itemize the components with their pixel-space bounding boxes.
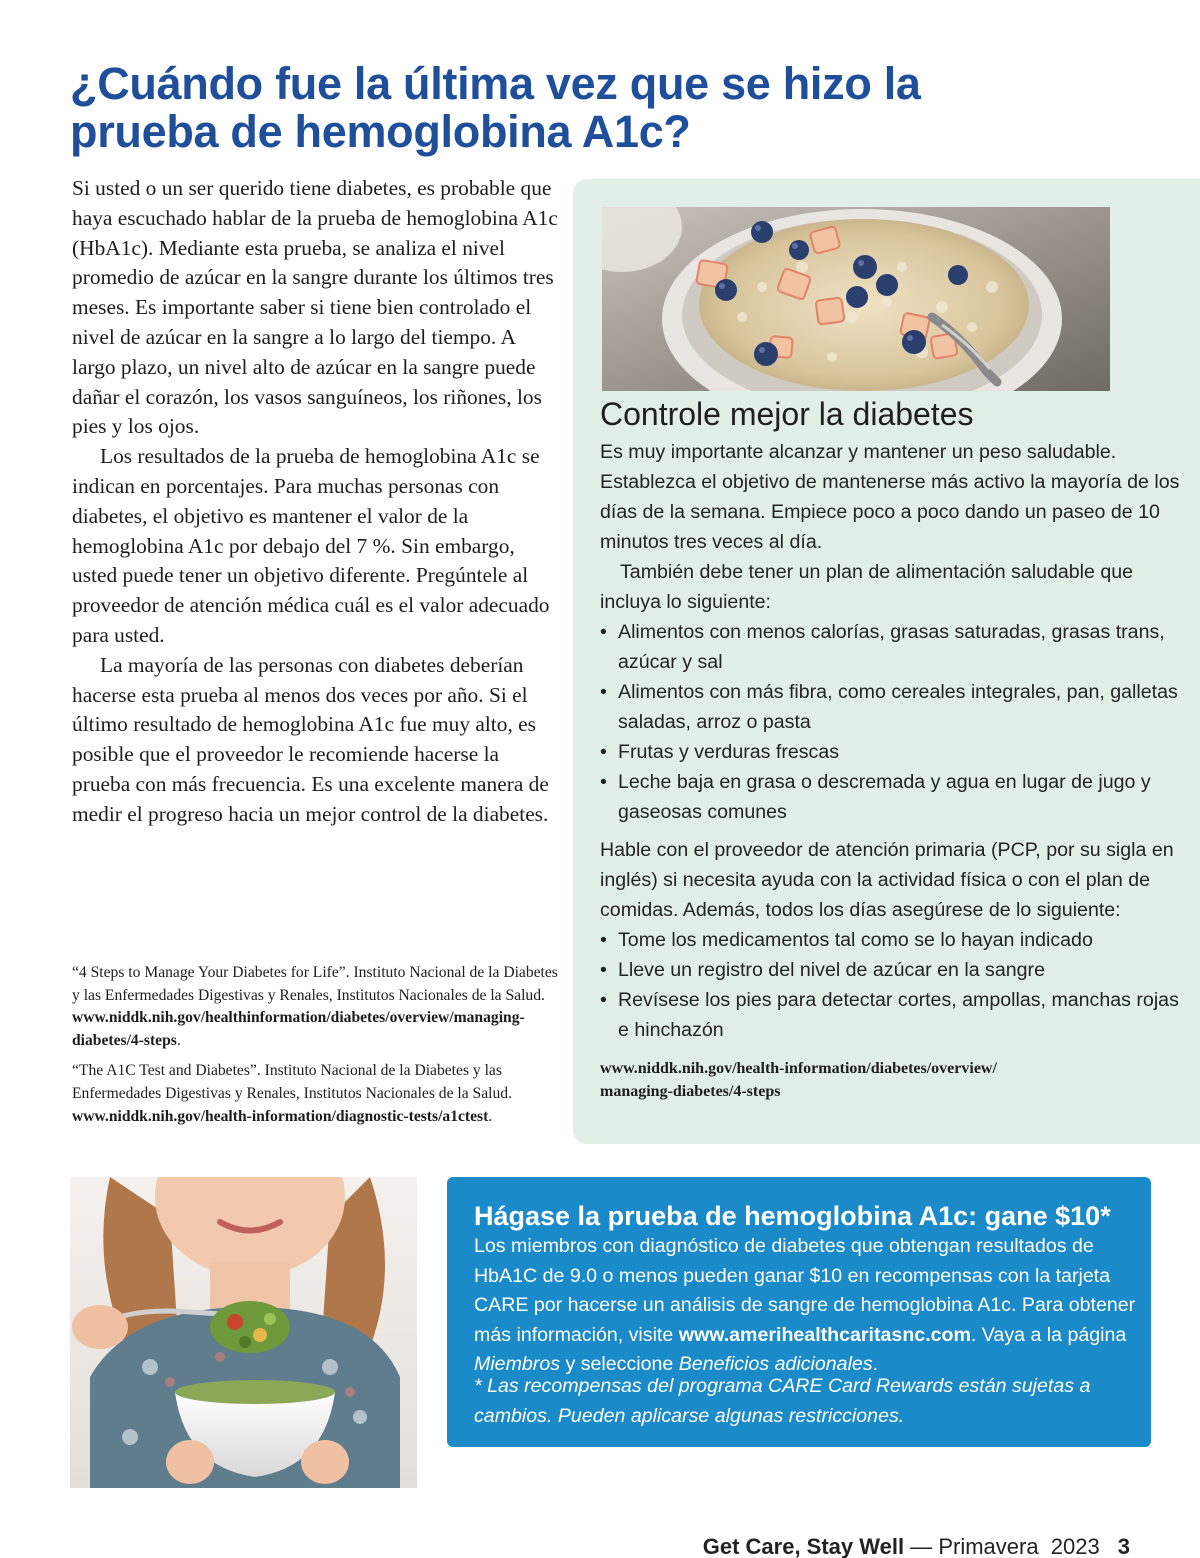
footer-separator: — xyxy=(904,1534,939,1558)
sidebar-source-link-line-1[interactable]: www.niddk.nih.gov/health-information/diabetes/overview/ xyxy=(600,1060,997,1077)
edition-label: Primavera 2023 xyxy=(938,1534,1100,1558)
reward-body xyxy=(474,1232,1139,1380)
list-item xyxy=(600,617,1180,677)
reward-body-text-3: y seleccione xyxy=(560,1353,679,1375)
bullet-icon: • xyxy=(600,929,607,951)
list-item xyxy=(600,955,1180,985)
reward-body-text: Los miembros con diagnóstico de diabetes que obtengan resultados de HbA1C de 9.0 o menos pueden ganar $10 en recompensas con la tarjeta CARE por hacerse un análisis de sangre de hemoglobina A1c. Para obtener más información, visite xyxy=(474,1235,1136,1346)
reference-2-text: “The A1C Test and Diabetes”. Instituto Nacional de la Diabetes y las Enfermedades Digestivas y Renales, Institutos Nacionales de la Salud. xyxy=(72,1062,512,1102)
article-paragraph-2: Los resultados de la prueba de hemoglobina A1c se indican en porcentajes. Para muchas personas con diabetes, el objetivo es mantener el valor de la hemoglobina A1c por debajo del 7 %. Sin embargo, usted puede tener un objetivo diferente. Pregúntele al proveedor de atención médica cuál es el valor adecuado para usted. xyxy=(72,444,550,647)
daily-item-text: Lleve un registro del nivel de azúcar en la sangre xyxy=(618,959,1045,981)
article-paragraph-1: Si usted o un ser querido tiene diabetes, es probable que haya escuchado hablar de la prueba de hemoglobina A1c (HbA1c). Mediante esta prueba, se analiza el nivel promedio de azúcar en la sangre durante los últimos tres meses. Es importante saber si tiene bien controlado el nivel de azúcar en la sangre a lo largo del tiempo. A largo plazo, un nivel alto de azúcar en la sangre puede dañar el corazón, los vasos sanguíneos, los riñones, los pies y los ojos. xyxy=(72,176,558,439)
food-item-text: Alimentos con menos calorías, grasas saturadas, grasas trans, azúcar y sal xyxy=(618,621,1165,673)
sidebar-pcp-text: Hable con el proveedor de atención primaria (PCP, por su sigla en inglés) si necesita ayuda con la actividad física o con el plan de comidas. Además, todos los días asegúrese de lo siguiente: xyxy=(600,839,1174,921)
oatmeal-bowl-illustration xyxy=(602,207,1110,391)
benefits-label: Beneficios adicionales xyxy=(678,1353,873,1375)
reward-website-link[interactable]: www.amerihealthcaritasnc.com xyxy=(678,1323,971,1346)
sidebar-intro: Es muy importante alcanzar y mantener un peso saludable. Establezca el objetivo de mantenerse más activo la mayoría de los días de la semana. Empiece poco a poco dando un paseo de 10 minutos tres veces al día. xyxy=(600,441,1180,553)
sidebar-plan-intro: También debe tener un plan de alimentación saludable que incluya lo siguiente: xyxy=(600,561,1134,613)
reference-1 xyxy=(72,962,564,1052)
food-list xyxy=(600,617,1180,827)
reward-title: Hágase la prueba de hemoglobina A1c: gane $10* xyxy=(474,1201,1111,1231)
page-number: 3 xyxy=(1117,1534,1130,1558)
article-paragraph-3: La mayoría de las personas con diabetes deberían hacerse esta prueba al menos dos veces por año. Si el último resultado de hemoglobina A1c fue muy alto, es posible que el proveedor le recomiende hacerse la prueba con más frecuencia. Es una excelente manera de medir el progreso hacia un mejor control de la diabetes. xyxy=(72,652,549,826)
reward-body-text-4: . xyxy=(872,1353,879,1375)
list-item xyxy=(600,767,1180,827)
bullet-icon: • xyxy=(600,741,607,763)
daily-list xyxy=(600,925,1180,1045)
references xyxy=(72,962,564,1136)
bullet-icon: • xyxy=(600,959,607,981)
publication-name: Get Care, Stay Well xyxy=(702,1534,905,1558)
reference-2 xyxy=(72,1060,564,1128)
article-body xyxy=(72,174,562,830)
list-item xyxy=(600,677,1180,737)
bullet-icon: • xyxy=(600,771,607,793)
reference-1-end: . xyxy=(176,1031,181,1049)
list-item xyxy=(600,737,1180,767)
bullet-icon: • xyxy=(600,989,607,1011)
woman-eating-salad-illustration xyxy=(70,1177,417,1488)
reference-1-link[interactable]: www.niddk.nih.gov/healthinformation/diabetes/overview/managing-diabetes/4-steps xyxy=(72,1009,525,1049)
food-item-text: Frutas y verduras frescas xyxy=(618,741,840,763)
oatmeal-bowl-image xyxy=(602,207,1110,391)
diabetes-tips-content xyxy=(600,393,1180,1103)
sidebar-source-link[interactable] xyxy=(600,1057,1180,1103)
daily-item-text: Tome los medicamentos tal como se lo hayan indicado xyxy=(618,929,1093,951)
bullet-icon: • xyxy=(600,681,607,703)
members-page-label: Miembros xyxy=(474,1353,561,1375)
page-title-line-1: ¿Cuándo fue la última vez que se hizo la xyxy=(70,58,921,109)
bullet-icon: • xyxy=(600,621,607,643)
reference-2-link[interactable]: www.niddk.nih.gov/health-information/diagnostic-tests/a1ctest xyxy=(72,1107,489,1125)
reference-2-end: . xyxy=(488,1107,493,1125)
sidebar-heading: Controle mejor la diabetes xyxy=(600,396,974,432)
reward-body-text-2: . Vaya a la página xyxy=(970,1323,1127,1346)
woman-eating-salad-image xyxy=(70,1177,417,1488)
food-item-text: Alimentos con más fibra, como cereales integrales, pan, galletas saladas, arroz o pasta xyxy=(618,681,1178,733)
food-item-text: Leche baja en grasa o descremada y agua en lugar de jugo y gaseosas comunes xyxy=(618,771,1151,823)
reward-callout xyxy=(447,1177,1151,1447)
list-item xyxy=(600,985,1180,1045)
page-title-line-2: prueba de hemoglobina A1c? xyxy=(70,106,691,157)
reference-1-text: “4 Steps to Manage Your Diabetes for Life”. Instituto Nacional de la Diabetes y las Enfermedades Digestivas y Renales, Institutos Nacionales de la Salud. xyxy=(72,964,558,1004)
list-item xyxy=(600,925,1180,955)
page-footer xyxy=(640,1534,1130,1558)
sidebar-source-link-line-2[interactable]: managing-diabetes/4-steps xyxy=(600,1083,781,1100)
daily-item-text: Revísese los pies para detectar cortes, ampollas, manchas rojas e hinchazón xyxy=(618,989,1179,1041)
page-title xyxy=(70,60,1070,156)
reward-disclaimer: * Las recompensas del programa CARE Card Rewards están sujetas a cambios. Pueden aplicarse algunas restricciones. xyxy=(474,1375,1091,1427)
